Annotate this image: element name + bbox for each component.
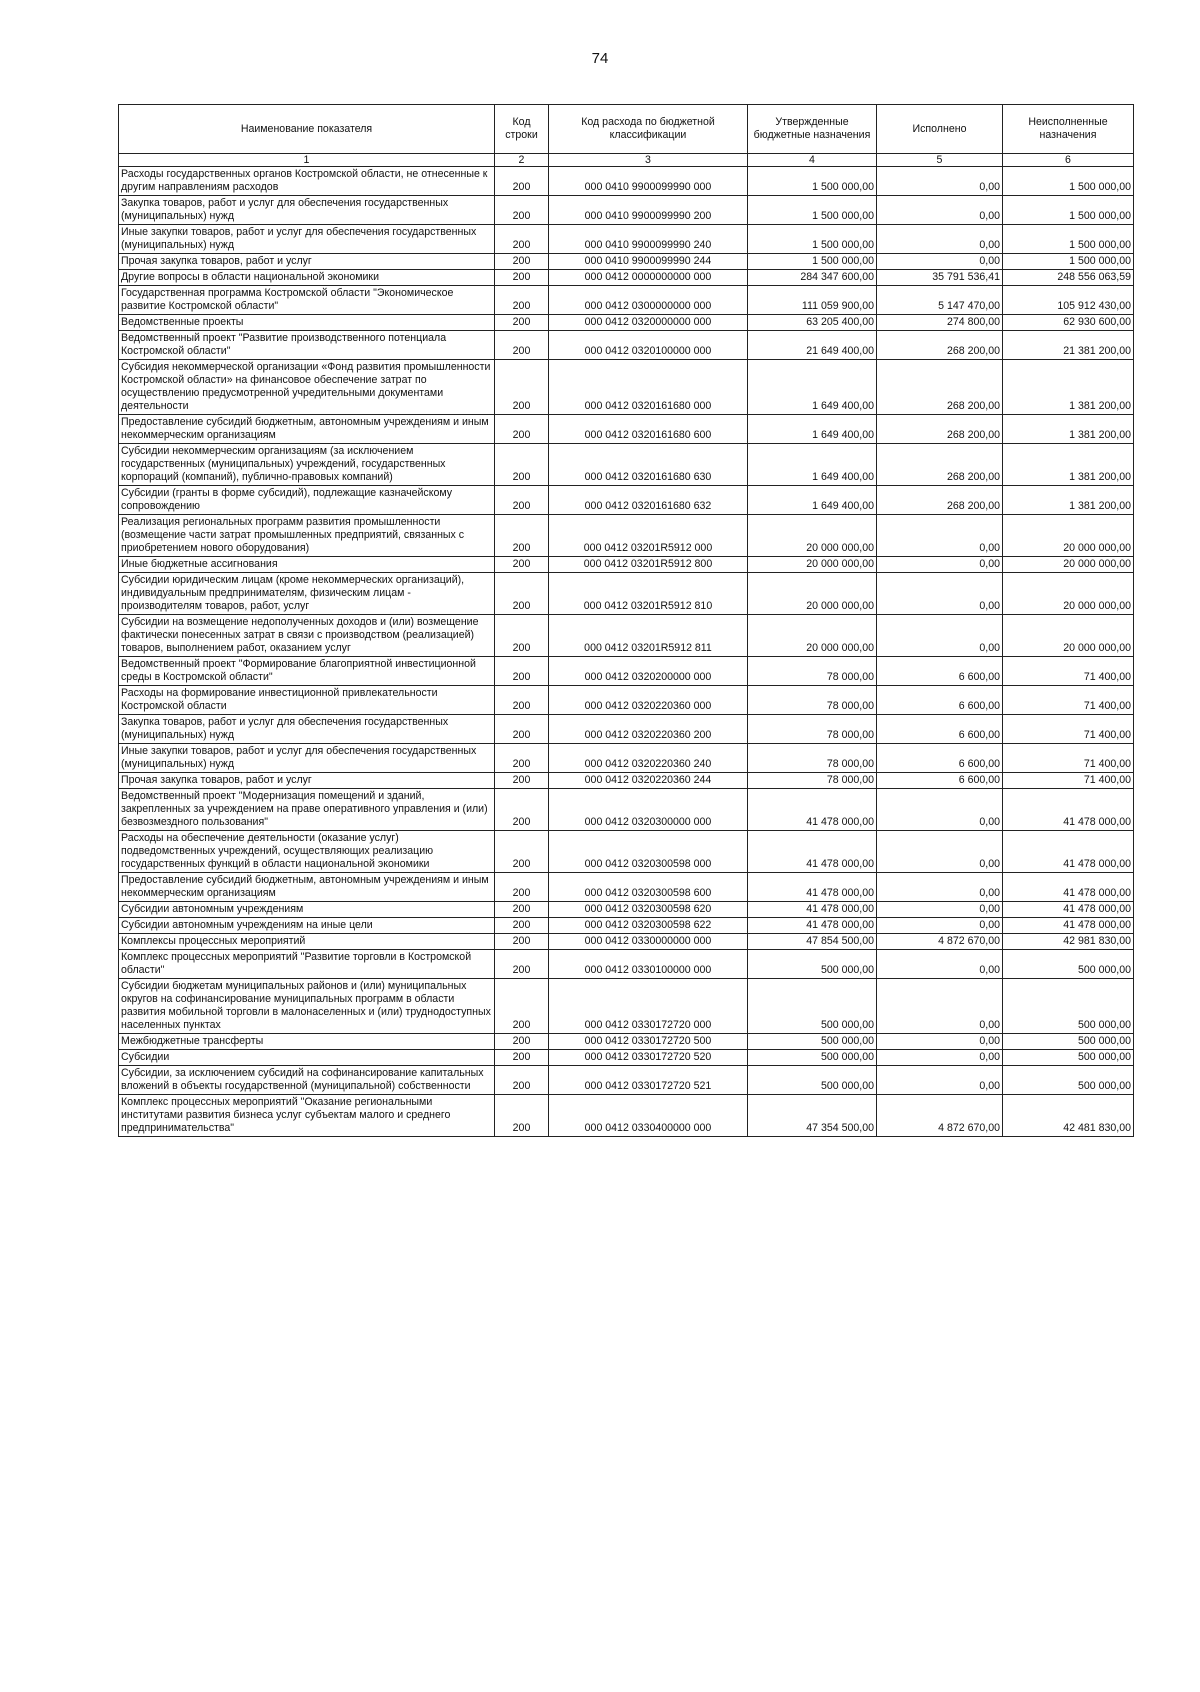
column-number: 4: [748, 154, 877, 167]
row-name-cell: Иные закупки товаров, работ и услуг для обеспечения государственных (муниципальных) нужд: [119, 225, 495, 254]
row-executed-cell: 268 200,00: [877, 444, 1003, 486]
row-expense-code-cell: 000 0412 0320161680 000: [549, 360, 748, 415]
row-unexecuted-cell: 21 381 200,00: [1003, 331, 1134, 360]
row-executed-cell: 0,00: [877, 615, 1003, 657]
row-expense-code-cell: 000 0412 0320300598 620: [549, 902, 748, 918]
row-line-code-cell: 200: [495, 715, 549, 744]
row-executed-cell: 6 600,00: [877, 686, 1003, 715]
row-approved-cell: 20 000 000,00: [748, 515, 877, 557]
row-unexecuted-cell: 1 381 200,00: [1003, 415, 1134, 444]
table-row: [119, 831, 1134, 873]
row-executed-cell: 0,00: [877, 979, 1003, 1034]
table-row: [119, 225, 1134, 254]
row-name-cell: Субсидии: [119, 1050, 495, 1066]
row-name-cell: Прочая закупка товаров, работ и услуг: [119, 254, 495, 270]
table-row: [119, 950, 1134, 979]
row-name-cell: Субсидии, за исключением субсидий на софинансирование капитальных вложений в объекты государственной (муниципальной) собственности: [119, 1066, 495, 1095]
row-name-cell: Субсидии некоммерческим организациям (за исключением государственных (муниципальных) учреждений, государственных корпораций (компаний), публично-правовых компаний): [119, 444, 495, 486]
row-line-code-cell: 200: [495, 1050, 549, 1066]
table-row: [119, 270, 1134, 286]
row-executed-cell: 0,00: [877, 873, 1003, 902]
row-expense-code-cell: 000 0412 0330172720 000: [549, 979, 748, 1034]
row-unexecuted-cell: 42 981 830,00: [1003, 934, 1134, 950]
table-row: [119, 686, 1134, 715]
row-expense-code-cell: 000 0412 0320220360 244: [549, 773, 748, 789]
table-row: [119, 873, 1134, 902]
row-expense-code-cell: 000 0412 0320200000 000: [549, 657, 748, 686]
row-name-cell: Комплексы процессных мероприятий: [119, 934, 495, 950]
row-executed-cell: 6 600,00: [877, 773, 1003, 789]
row-expense-code-cell: 000 0410 9900099990 000: [549, 167, 748, 196]
row-line-code-cell: 200: [495, 902, 549, 918]
row-line-code-cell: 200: [495, 1066, 549, 1095]
table-row: [119, 918, 1134, 934]
row-unexecuted-cell: 41 478 000,00: [1003, 918, 1134, 934]
row-approved-cell: 47 354 500,00: [748, 1095, 877, 1137]
row-unexecuted-cell: 500 000,00: [1003, 1034, 1134, 1050]
table-row: [119, 1050, 1134, 1066]
row-name-cell: Ведомственные проекты: [119, 315, 495, 331]
row-name-cell: Субсидия некоммерческой организации «Фонд развития промышленности Костромской области» на финансовое обеспечение затрат по осуществлению предусмотренной учредительными документами деятельности: [119, 360, 495, 415]
row-approved-cell: 500 000,00: [748, 950, 877, 979]
row-expense-code-cell: 000 0412 03201R5912 800: [549, 557, 748, 573]
table-row: [119, 315, 1134, 331]
table-row: [119, 1066, 1134, 1095]
row-expense-code-cell: 000 0410 9900099990 240: [549, 225, 748, 254]
row-approved-cell: 1 649 400,00: [748, 360, 877, 415]
row-approved-cell: 500 000,00: [748, 1066, 877, 1095]
row-expense-code-cell: 000 0412 0320100000 000: [549, 331, 748, 360]
row-approved-cell: 41 478 000,00: [748, 789, 877, 831]
row-line-code-cell: 200: [495, 270, 549, 286]
row-line-code-cell: 200: [495, 918, 549, 934]
row-expense-code-cell: 000 0412 0320220360 240: [549, 744, 748, 773]
row-unexecuted-cell: 20 000 000,00: [1003, 573, 1134, 615]
header-indicator-name: Наименование показателя: [119, 105, 495, 154]
row-approved-cell: 78 000,00: [748, 773, 877, 789]
row-name-cell: Закупка товаров, работ и услуг для обеспечения государственных (муниципальных) нужд: [119, 715, 495, 744]
row-approved-cell: 500 000,00: [748, 1034, 877, 1050]
row-expense-code-cell: 000 0412 0330172720 500: [549, 1034, 748, 1050]
row-unexecuted-cell: 248 556 063,59: [1003, 270, 1134, 286]
row-name-cell: Иные бюджетные ассигнования: [119, 557, 495, 573]
row-executed-cell: 274 800,00: [877, 315, 1003, 331]
row-expense-code-cell: 000 0412 0330000000 000: [549, 934, 748, 950]
row-approved-cell: 63 205 400,00: [748, 315, 877, 331]
column-number: 2: [495, 154, 549, 167]
header-line-code: Код строки: [495, 105, 549, 154]
row-approved-cell: 21 649 400,00: [748, 331, 877, 360]
column-number: 1: [119, 154, 495, 167]
row-approved-cell: 1 649 400,00: [748, 444, 877, 486]
row-line-code-cell: 200: [495, 950, 549, 979]
table-row: [119, 773, 1134, 789]
row-executed-cell: 35 791 536,41: [877, 270, 1003, 286]
row-approved-cell: 78 000,00: [748, 657, 877, 686]
row-approved-cell: 41 478 000,00: [748, 918, 877, 934]
row-expense-code-cell: 000 0412 0320300000 000: [549, 789, 748, 831]
table-row: [119, 934, 1134, 950]
row-expense-code-cell: 000 0412 03201R5912 000: [549, 515, 748, 557]
table-row: [119, 573, 1134, 615]
row-approved-cell: 78 000,00: [748, 686, 877, 715]
row-expense-code-cell: 000 0412 0330100000 000: [549, 950, 748, 979]
table-row: [119, 902, 1134, 918]
row-expense-code-cell: 000 0412 0320220360 000: [549, 686, 748, 715]
row-line-code-cell: 200: [495, 1095, 549, 1137]
column-number: 5: [877, 154, 1003, 167]
row-unexecuted-cell: 71 400,00: [1003, 657, 1134, 686]
row-unexecuted-cell: 41 478 000,00: [1003, 873, 1134, 902]
row-unexecuted-cell: 1 500 000,00: [1003, 196, 1134, 225]
row-executed-cell: 6 600,00: [877, 744, 1003, 773]
row-executed-cell: 0,00: [877, 1034, 1003, 1050]
row-name-cell: Комплекс процессных мероприятий "Оказание региональными институтами развития бизнеса услуг субъектам малого и среднего предпринимательства": [119, 1095, 495, 1137]
column-number: 3: [549, 154, 748, 167]
row-approved-cell: 500 000,00: [748, 979, 877, 1034]
row-unexecuted-cell: 71 400,00: [1003, 686, 1134, 715]
row-executed-cell: 0,00: [877, 225, 1003, 254]
table-row: [119, 557, 1134, 573]
header-expense-code: Код расхода по бюджетной классификации: [549, 105, 748, 154]
row-approved-cell: 20 000 000,00: [748, 615, 877, 657]
row-expense-code-cell: 000 0412 0320300598 622: [549, 918, 748, 934]
row-unexecuted-cell: 42 481 830,00: [1003, 1095, 1134, 1137]
row-name-cell: Ведомственный проект "Модернизация помещений и зданий, закрепленных за учреждением на праве оперативного управления и (или) безвозмездного пользования": [119, 789, 495, 831]
row-line-code-cell: 200: [495, 315, 549, 331]
table-row: [119, 1034, 1134, 1050]
row-line-code-cell: 200: [495, 773, 549, 789]
table-row: [119, 744, 1134, 773]
row-expense-code-cell: 000 0412 0330400000 000: [549, 1095, 748, 1137]
table-row: [119, 254, 1134, 270]
row-unexecuted-cell: 62 930 600,00: [1003, 315, 1134, 331]
row-line-code-cell: 200: [495, 573, 549, 615]
row-line-code-cell: 200: [495, 254, 549, 270]
row-executed-cell: 268 200,00: [877, 360, 1003, 415]
row-expense-code-cell: 000 0412 03201R5912 810: [549, 573, 748, 615]
row-approved-cell: 111 059 900,00: [748, 286, 877, 315]
row-executed-cell: 6 600,00: [877, 715, 1003, 744]
table-row: [119, 1095, 1134, 1137]
column-number: 6: [1003, 154, 1134, 167]
table-row: [119, 415, 1134, 444]
table-row: [119, 167, 1134, 196]
table-row: [119, 715, 1134, 744]
row-name-cell: Расходы на формирование инвестиционной привлекательности Костромской области: [119, 686, 495, 715]
row-line-code-cell: 200: [495, 557, 549, 573]
row-unexecuted-cell: 500 000,00: [1003, 1066, 1134, 1095]
row-executed-cell: 0,00: [877, 902, 1003, 918]
row-expense-code-cell: 000 0412 0330172720 520: [549, 1050, 748, 1066]
row-approved-cell: 1 500 000,00: [748, 254, 877, 270]
row-unexecuted-cell: 1 500 000,00: [1003, 225, 1134, 254]
row-name-cell: Прочая закупка товаров, работ и услуг: [119, 773, 495, 789]
table-row: [119, 331, 1134, 360]
row-line-code-cell: 200: [495, 1034, 549, 1050]
row-name-cell: Субсидии (гранты в форме субсидий), подлежащие казначейскому сопровождению: [119, 486, 495, 515]
row-line-code-cell: 200: [495, 979, 549, 1034]
row-name-cell: Иные закупки товаров, работ и услуг для обеспечения государственных (муниципальных) нужд: [119, 744, 495, 773]
row-name-cell: Предоставление субсидий бюджетным, автономным учреждениям и иным некоммерческим организациям: [119, 873, 495, 902]
row-approved-cell: 78 000,00: [748, 715, 877, 744]
row-line-code-cell: 200: [495, 686, 549, 715]
row-approved-cell: 78 000,00: [748, 744, 877, 773]
row-executed-cell: 0,00: [877, 950, 1003, 979]
row-line-code-cell: 200: [495, 789, 549, 831]
row-unexecuted-cell: 1 500 000,00: [1003, 254, 1134, 270]
row-unexecuted-cell: 20 000 000,00: [1003, 615, 1134, 657]
row-unexecuted-cell: 500 000,00: [1003, 979, 1134, 1034]
row-executed-cell: 0,00: [877, 196, 1003, 225]
row-name-cell: Субсидии на возмещение недополученных доходов и (или) возмещение фактически понесенных затрат в связи с производством (реализацией) товаров, выполнением работ, оказанием услуг: [119, 615, 495, 657]
row-expense-code-cell: 000 0412 03201R5912 811: [549, 615, 748, 657]
table-row: [119, 360, 1134, 415]
row-unexecuted-cell: 105 912 430,00: [1003, 286, 1134, 315]
row-name-cell: Государственная программа Костромской области "Экономическое развитие Костромской области": [119, 286, 495, 315]
row-expense-code-cell: 000 0412 0320161680 630: [549, 444, 748, 486]
row-name-cell: Ведомственный проект "Формирование благоприятной инвестиционной среды в Костромской области": [119, 657, 495, 686]
row-executed-cell: 5 147 470,00: [877, 286, 1003, 315]
row-expense-code-cell: 000 0412 0320161680 600: [549, 415, 748, 444]
row-name-cell: Субсидии юридическим лицам (кроме некоммерческих организаций), индивидуальным предпринимателям, физическим лицам - производителям товаров, работ, услуг: [119, 573, 495, 615]
row-expense-code-cell: 000 0412 0300000000 000: [549, 286, 748, 315]
row-executed-cell: 4 872 670,00: [877, 934, 1003, 950]
row-line-code-cell: 200: [495, 196, 549, 225]
row-expense-code-cell: 000 0410 9900099990 200: [549, 196, 748, 225]
row-expense-code-cell: 000 0412 0320300598 600: [549, 873, 748, 902]
row-expense-code-cell: 000 0412 0320300598 000: [549, 831, 748, 873]
table-row: [119, 444, 1134, 486]
row-executed-cell: 6 600,00: [877, 657, 1003, 686]
row-unexecuted-cell: 71 400,00: [1003, 744, 1134, 773]
row-name-cell: Субсидии автономным учреждениям на иные цели: [119, 918, 495, 934]
row-approved-cell: 1 649 400,00: [748, 486, 877, 515]
row-line-code-cell: 200: [495, 515, 549, 557]
header-approved: Утвержденные бюджетные назначения: [748, 105, 877, 154]
table-row: [119, 615, 1134, 657]
row-approved-cell: 500 000,00: [748, 1050, 877, 1066]
row-name-cell: Межбюджетные трансферты: [119, 1034, 495, 1050]
row-approved-cell: 1 649 400,00: [748, 415, 877, 444]
table-row: [119, 789, 1134, 831]
row-approved-cell: 20 000 000,00: [748, 557, 877, 573]
row-name-cell: Закупка товаров, работ и услуг для обеспечения государственных (муниципальных) нужд: [119, 196, 495, 225]
row-executed-cell: 0,00: [877, 557, 1003, 573]
column-number-row: [119, 154, 1134, 167]
table-row: [119, 979, 1134, 1034]
row-executed-cell: 0,00: [877, 1050, 1003, 1066]
row-line-code-cell: 200: [495, 444, 549, 486]
row-executed-cell: 268 200,00: [877, 486, 1003, 515]
row-name-cell: Предоставление субсидий бюджетным, автономным учреждениям и иным некоммерческим организациям: [119, 415, 495, 444]
row-line-code-cell: 200: [495, 744, 549, 773]
row-line-code-cell: 200: [495, 615, 549, 657]
header-row: [119, 105, 1134, 154]
row-line-code-cell: 200: [495, 286, 549, 315]
row-expense-code-cell: 000 0412 0320000000 000: [549, 315, 748, 331]
row-line-code-cell: 200: [495, 657, 549, 686]
header-unexecuted: Неисполненные назначения: [1003, 105, 1134, 154]
row-approved-cell: 47 854 500,00: [748, 934, 877, 950]
table-row: [119, 286, 1134, 315]
row-line-code-cell: 200: [495, 331, 549, 360]
row-executed-cell: 0,00: [877, 573, 1003, 615]
row-unexecuted-cell: 1 381 200,00: [1003, 360, 1134, 415]
row-expense-code-cell: 000 0412 0320220360 200: [549, 715, 748, 744]
row-unexecuted-cell: 71 400,00: [1003, 715, 1134, 744]
row-name-cell: Субсидии бюджетам муниципальных районов и (или) муниципальных округов на софинансирование муниципальных программ в области развития мобильной торговли в малонаселенных и (или) труднодоступных населенных пунктах: [119, 979, 495, 1034]
row-approved-cell: 20 000 000,00: [748, 573, 877, 615]
row-unexecuted-cell: 20 000 000,00: [1003, 515, 1134, 557]
row-line-code-cell: 200: [495, 225, 549, 254]
row-unexecuted-cell: 1 381 200,00: [1003, 486, 1134, 515]
row-name-cell: Субсидии автономным учреждениям: [119, 902, 495, 918]
table-row: [119, 486, 1134, 515]
row-name-cell: Ведомственный проект "Развитие производственного потенциала Костромской области": [119, 331, 495, 360]
row-line-code-cell: 200: [495, 360, 549, 415]
row-approved-cell: 41 478 000,00: [748, 902, 877, 918]
row-unexecuted-cell: 41 478 000,00: [1003, 902, 1134, 918]
budget-execution-table: [118, 104, 1134, 1137]
table-row: [119, 196, 1134, 225]
row-approved-cell: 41 478 000,00: [748, 873, 877, 902]
row-expense-code-cell: 000 0412 0330172720 521: [549, 1066, 748, 1095]
row-expense-code-cell: 000 0410 9900099990 244: [549, 254, 748, 270]
table-body: [119, 167, 1134, 1137]
row-executed-cell: 0,00: [877, 515, 1003, 557]
row-unexecuted-cell: 1 381 200,00: [1003, 444, 1134, 486]
row-executed-cell: 0,00: [877, 167, 1003, 196]
row-unexecuted-cell: 41 478 000,00: [1003, 789, 1134, 831]
row-unexecuted-cell: 500 000,00: [1003, 1050, 1134, 1066]
row-approved-cell: 284 347 600,00: [748, 270, 877, 286]
row-unexecuted-cell: 41 478 000,00: [1003, 831, 1134, 873]
row-expense-code-cell: 000 0412 0320161680 632: [549, 486, 748, 515]
row-line-code-cell: 200: [495, 486, 549, 515]
row-unexecuted-cell: 500 000,00: [1003, 950, 1134, 979]
row-line-code-cell: 200: [495, 831, 549, 873]
row-name-cell: Расходы государственных органов Костромской области, не отнесенные к другим направлениям расходов: [119, 167, 495, 196]
row-executed-cell: 0,00: [877, 831, 1003, 873]
row-name-cell: Другие вопросы в области национальной экономики: [119, 270, 495, 286]
row-line-code-cell: 200: [495, 167, 549, 196]
row-unexecuted-cell: 1 500 000,00: [1003, 167, 1134, 196]
row-executed-cell: 4 872 670,00: [877, 1095, 1003, 1137]
row-line-code-cell: 200: [495, 934, 549, 950]
row-unexecuted-cell: 20 000 000,00: [1003, 557, 1134, 573]
row-approved-cell: 1 500 000,00: [748, 225, 877, 254]
row-approved-cell: 41 478 000,00: [748, 831, 877, 873]
row-executed-cell: 0,00: [877, 1066, 1003, 1095]
row-name-cell: Расходы на обеспечение деятельности (оказание услуг) подведомственных учреждений, осуществляющих реализацию государственных функций в области национальной экономики: [119, 831, 495, 873]
row-line-code-cell: 200: [495, 873, 549, 902]
table-row: [119, 657, 1134, 686]
row-name-cell: Комплекс процессных мероприятий "Развитие торговли в Костромской области": [119, 950, 495, 979]
page-number: 74: [591, 50, 609, 67]
row-expense-code-cell: 000 0412 0000000000 000: [549, 270, 748, 286]
row-line-code-cell: 200: [495, 415, 549, 444]
row-executed-cell: 0,00: [877, 254, 1003, 270]
row-executed-cell: 0,00: [877, 918, 1003, 934]
row-approved-cell: 1 500 000,00: [748, 167, 877, 196]
row-executed-cell: 0,00: [877, 789, 1003, 831]
row-name-cell: Реализация региональных программ развития промышленности (возмещение части затрат промышленных предприятий, связанных с приобретением нового оборудования): [119, 515, 495, 557]
row-unexecuted-cell: 71 400,00: [1003, 773, 1134, 789]
table-row: [119, 515, 1134, 557]
header-executed: Исполнено: [877, 105, 1003, 154]
row-approved-cell: 1 500 000,00: [748, 196, 877, 225]
row-executed-cell: 268 200,00: [877, 331, 1003, 360]
row-executed-cell: 268 200,00: [877, 415, 1003, 444]
